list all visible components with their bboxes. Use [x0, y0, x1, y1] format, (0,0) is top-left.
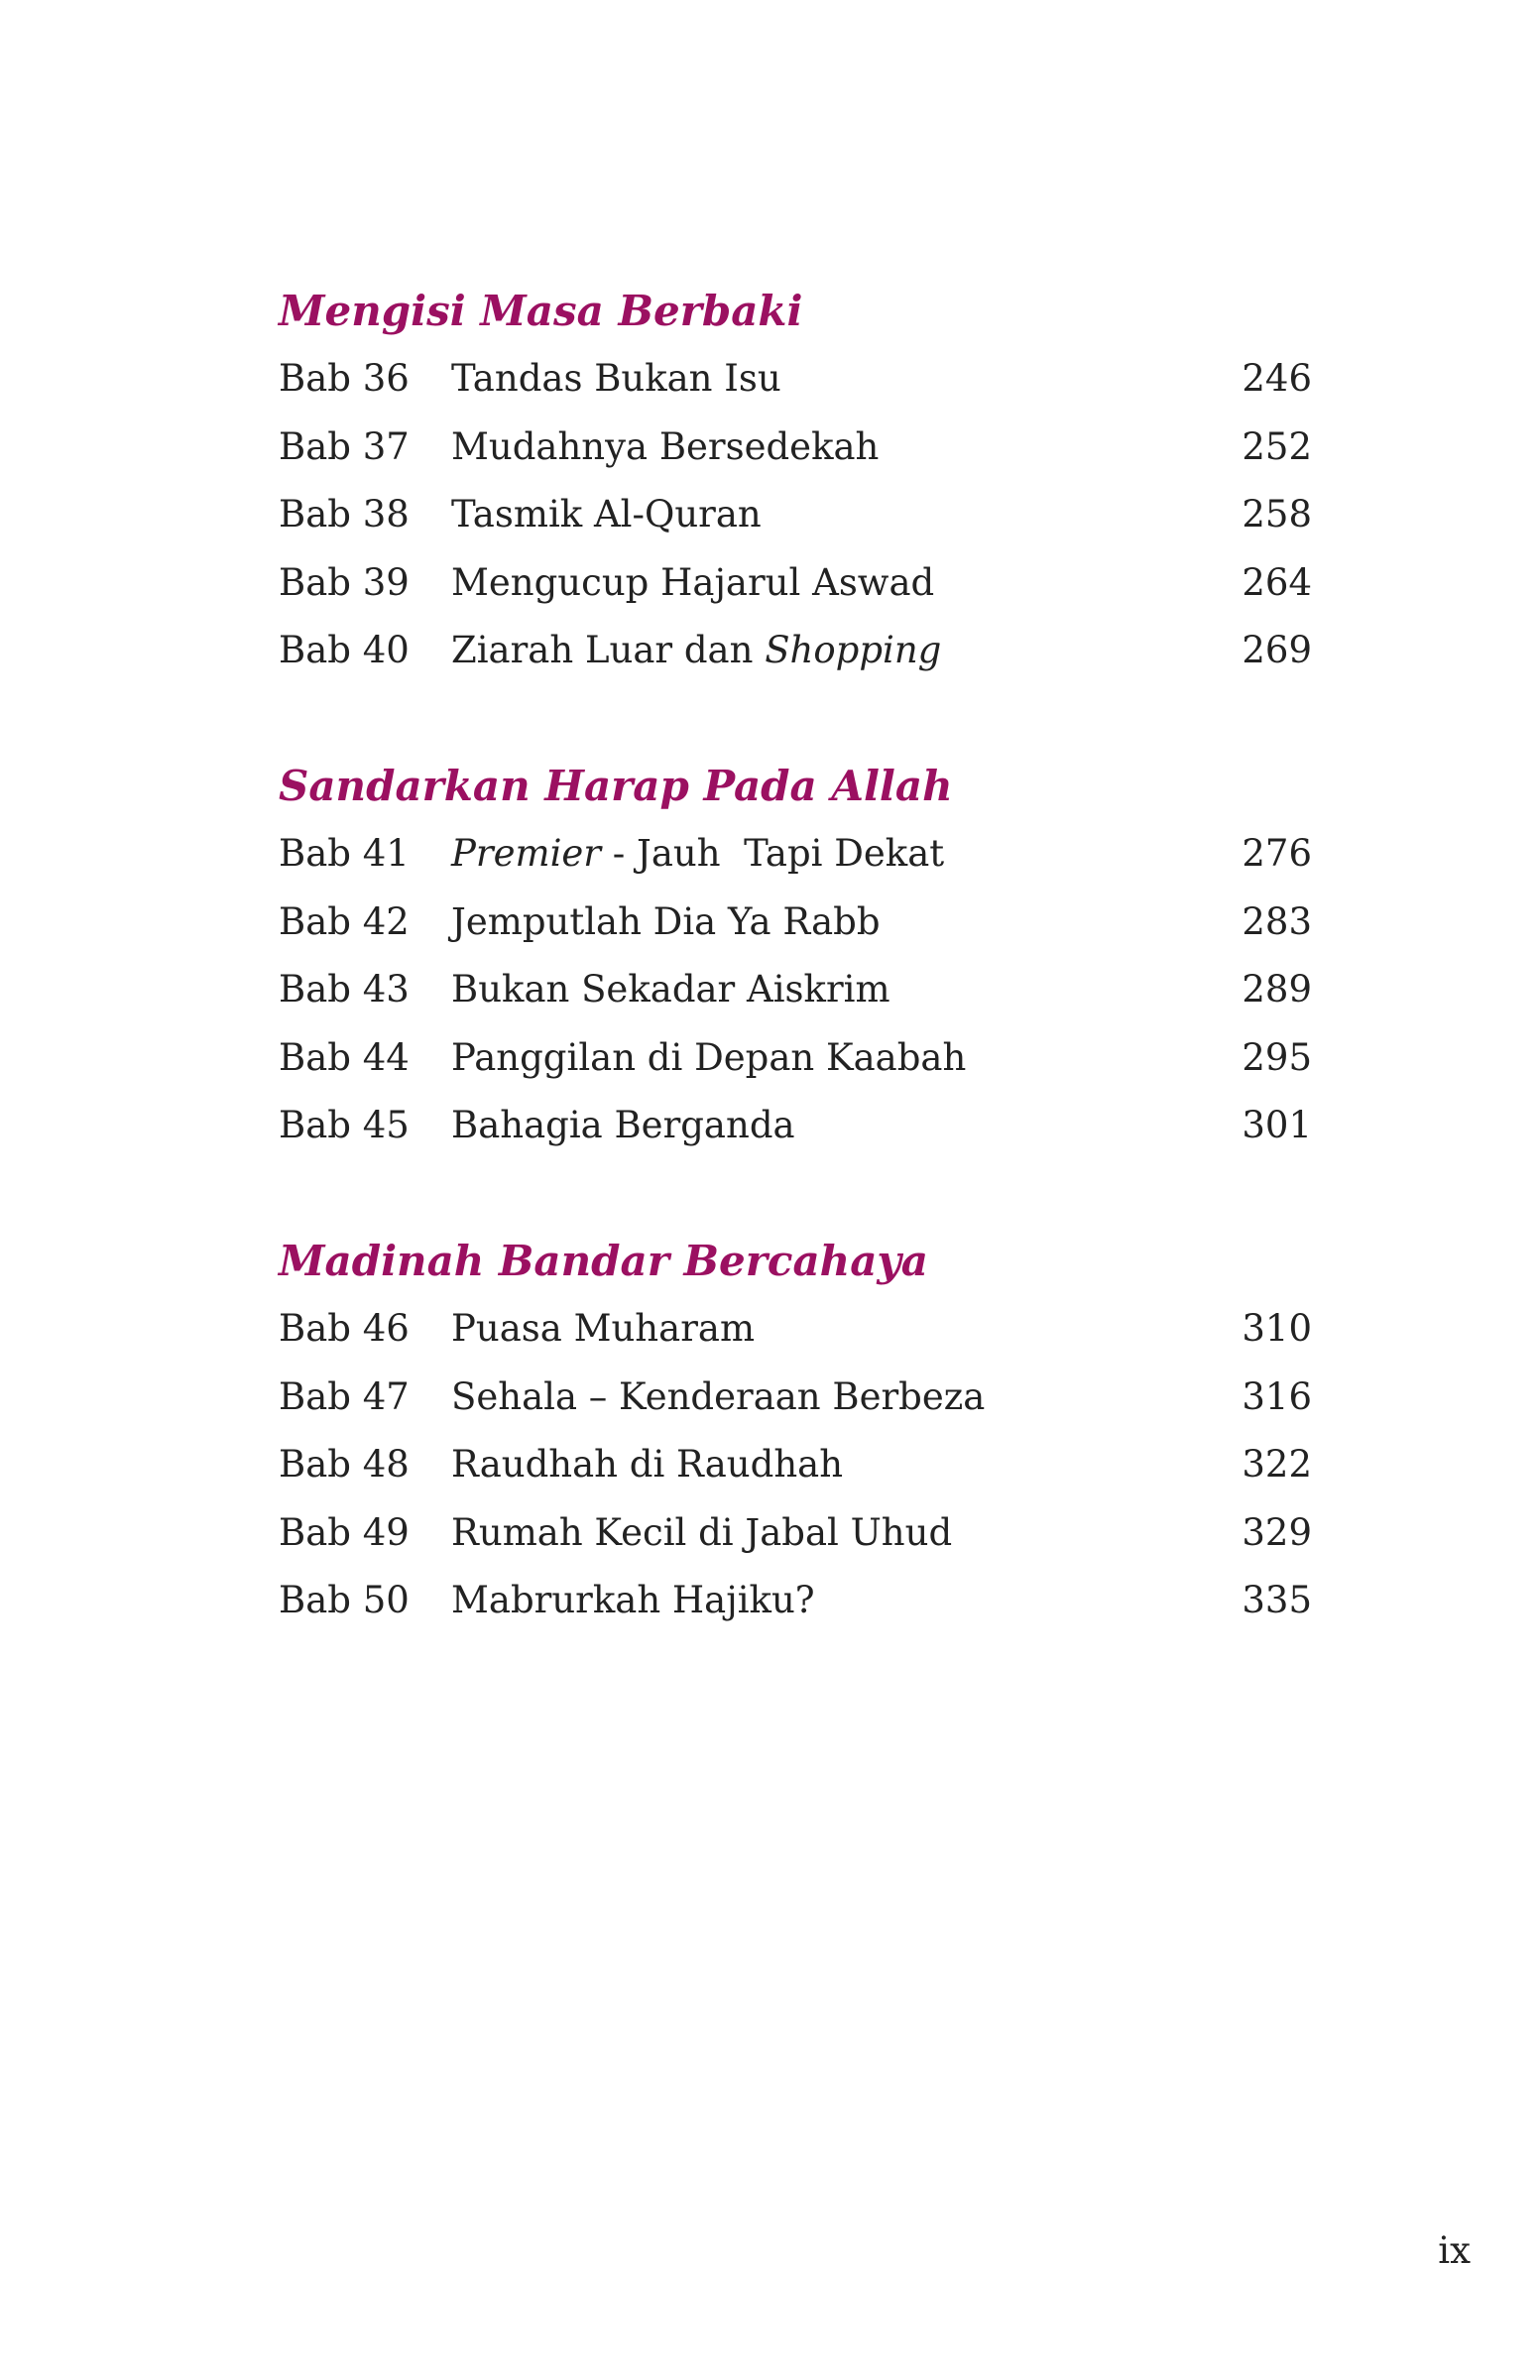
toc-section	[279, 282, 1312, 685]
page-number: 258	[1242, 493, 1312, 536]
chapter-title: Mudahnya Bersedekah	[451, 424, 880, 468]
chapter-number: Bab 44	[279, 1035, 410, 1079]
chapter-title: Puasa Muharam	[451, 1306, 756, 1350]
chapter-title: Rumah Kecil di Jabal Uhud	[451, 1510, 953, 1554]
toc-entry	[279, 1092, 1312, 1160]
chapter-title	[451, 820, 1242, 889]
page-number: 246	[1242, 357, 1312, 400]
page-number: 264	[1242, 560, 1312, 604]
toc-entry	[279, 345, 1312, 414]
chapter-number: Bab 38	[279, 493, 410, 536]
chapter-number: Bab 41	[279, 831, 410, 875]
chapter-title-plain: Ziarah Luar dan	[451, 629, 766, 672]
chapter-title: Tandas Bukan Isu	[451, 357, 781, 400]
table-of-contents	[279, 282, 1312, 1707]
page-number: 329	[1242, 1510, 1312, 1554]
chapter-title-plain: - Jauh Tapi Dekat	[600, 831, 945, 875]
chapter-title: Mengucup Hajarul Aswad	[451, 560, 935, 604]
chapter-title: Tasmik Al-Quran	[451, 493, 762, 536]
toc-entry	[279, 1295, 1312, 1364]
chapter-number: Bab 42	[279, 899, 410, 943]
chapter-title-italic: Premier	[451, 831, 601, 875]
page-number: 301	[1242, 1104, 1312, 1147]
toc-entry	[279, 1567, 1312, 1635]
toc-section	[279, 757, 1312, 1160]
chapter-number: Bab 40	[279, 629, 410, 672]
toc-entry	[279, 1024, 1312, 1093]
chapter-title: Sehala – Kenderaan Berbeza	[451, 1374, 986, 1418]
toc-entry	[279, 549, 1312, 618]
page-number: 295	[1242, 1035, 1312, 1079]
chapter-number: Bab 49	[279, 1510, 410, 1554]
chapter-title	[451, 617, 1242, 685]
page-number: 289	[1242, 968, 1312, 1012]
chapter-number: Bab 46	[279, 1306, 410, 1350]
section-title: Madinah Bandar Bercahaya	[279, 1236, 929, 1285]
page-folio: ix	[1438, 2229, 1471, 2272]
page-number: 335	[1242, 1579, 1312, 1622]
chapter-number: Bab 43	[279, 968, 410, 1012]
toc-entry	[279, 414, 1312, 482]
chapter-number: Bab 37	[279, 424, 410, 468]
page-number: 269	[1242, 629, 1312, 672]
chapter-number: Bab 47	[279, 1374, 410, 1418]
page-number: 322	[1242, 1443, 1312, 1487]
toc-entry	[279, 1431, 1312, 1499]
toc-entry	[279, 1364, 1312, 1432]
chapter-title: Mabrurkah Hajiku?	[451, 1579, 815, 1622]
section-title: Sandarkan Harap Pada Allah	[279, 761, 953, 810]
chapter-number: Bab 48	[279, 1443, 410, 1487]
section-title: Mengisi Masa Berbaki	[279, 287, 803, 335]
chapter-title: Bukan Sekadar Aiskrim	[451, 968, 890, 1012]
chapter-number: Bab 36	[279, 357, 410, 400]
chapter-title-italic: Shopping	[765, 629, 942, 672]
toc-entry	[279, 481, 1312, 549]
toc-entry	[279, 820, 1312, 889]
chapter-title: Bahagia Berganda	[451, 1104, 795, 1147]
page-number: 276	[1242, 831, 1312, 875]
toc-entry	[279, 956, 1312, 1024]
toc-section	[279, 1232, 1312, 1635]
page-number: 252	[1242, 424, 1312, 468]
chapter-title: Panggilan di Depan Kaabah	[451, 1035, 967, 1079]
toc-entry	[279, 1499, 1312, 1568]
page-number: 316	[1242, 1374, 1312, 1418]
toc-entry	[279, 617, 1312, 685]
page-number: 283	[1242, 899, 1312, 943]
chapter-number: Bab 45	[279, 1104, 410, 1147]
chapter-title: Jemputlah Dia Ya Rabb	[451, 899, 881, 943]
toc-entry	[279, 889, 1312, 957]
chapter-number: Bab 39	[279, 560, 410, 604]
chapter-title: Raudhah di Raudhah	[451, 1443, 844, 1487]
chapter-number: Bab 50	[279, 1579, 410, 1622]
page-number: 310	[1242, 1306, 1312, 1350]
